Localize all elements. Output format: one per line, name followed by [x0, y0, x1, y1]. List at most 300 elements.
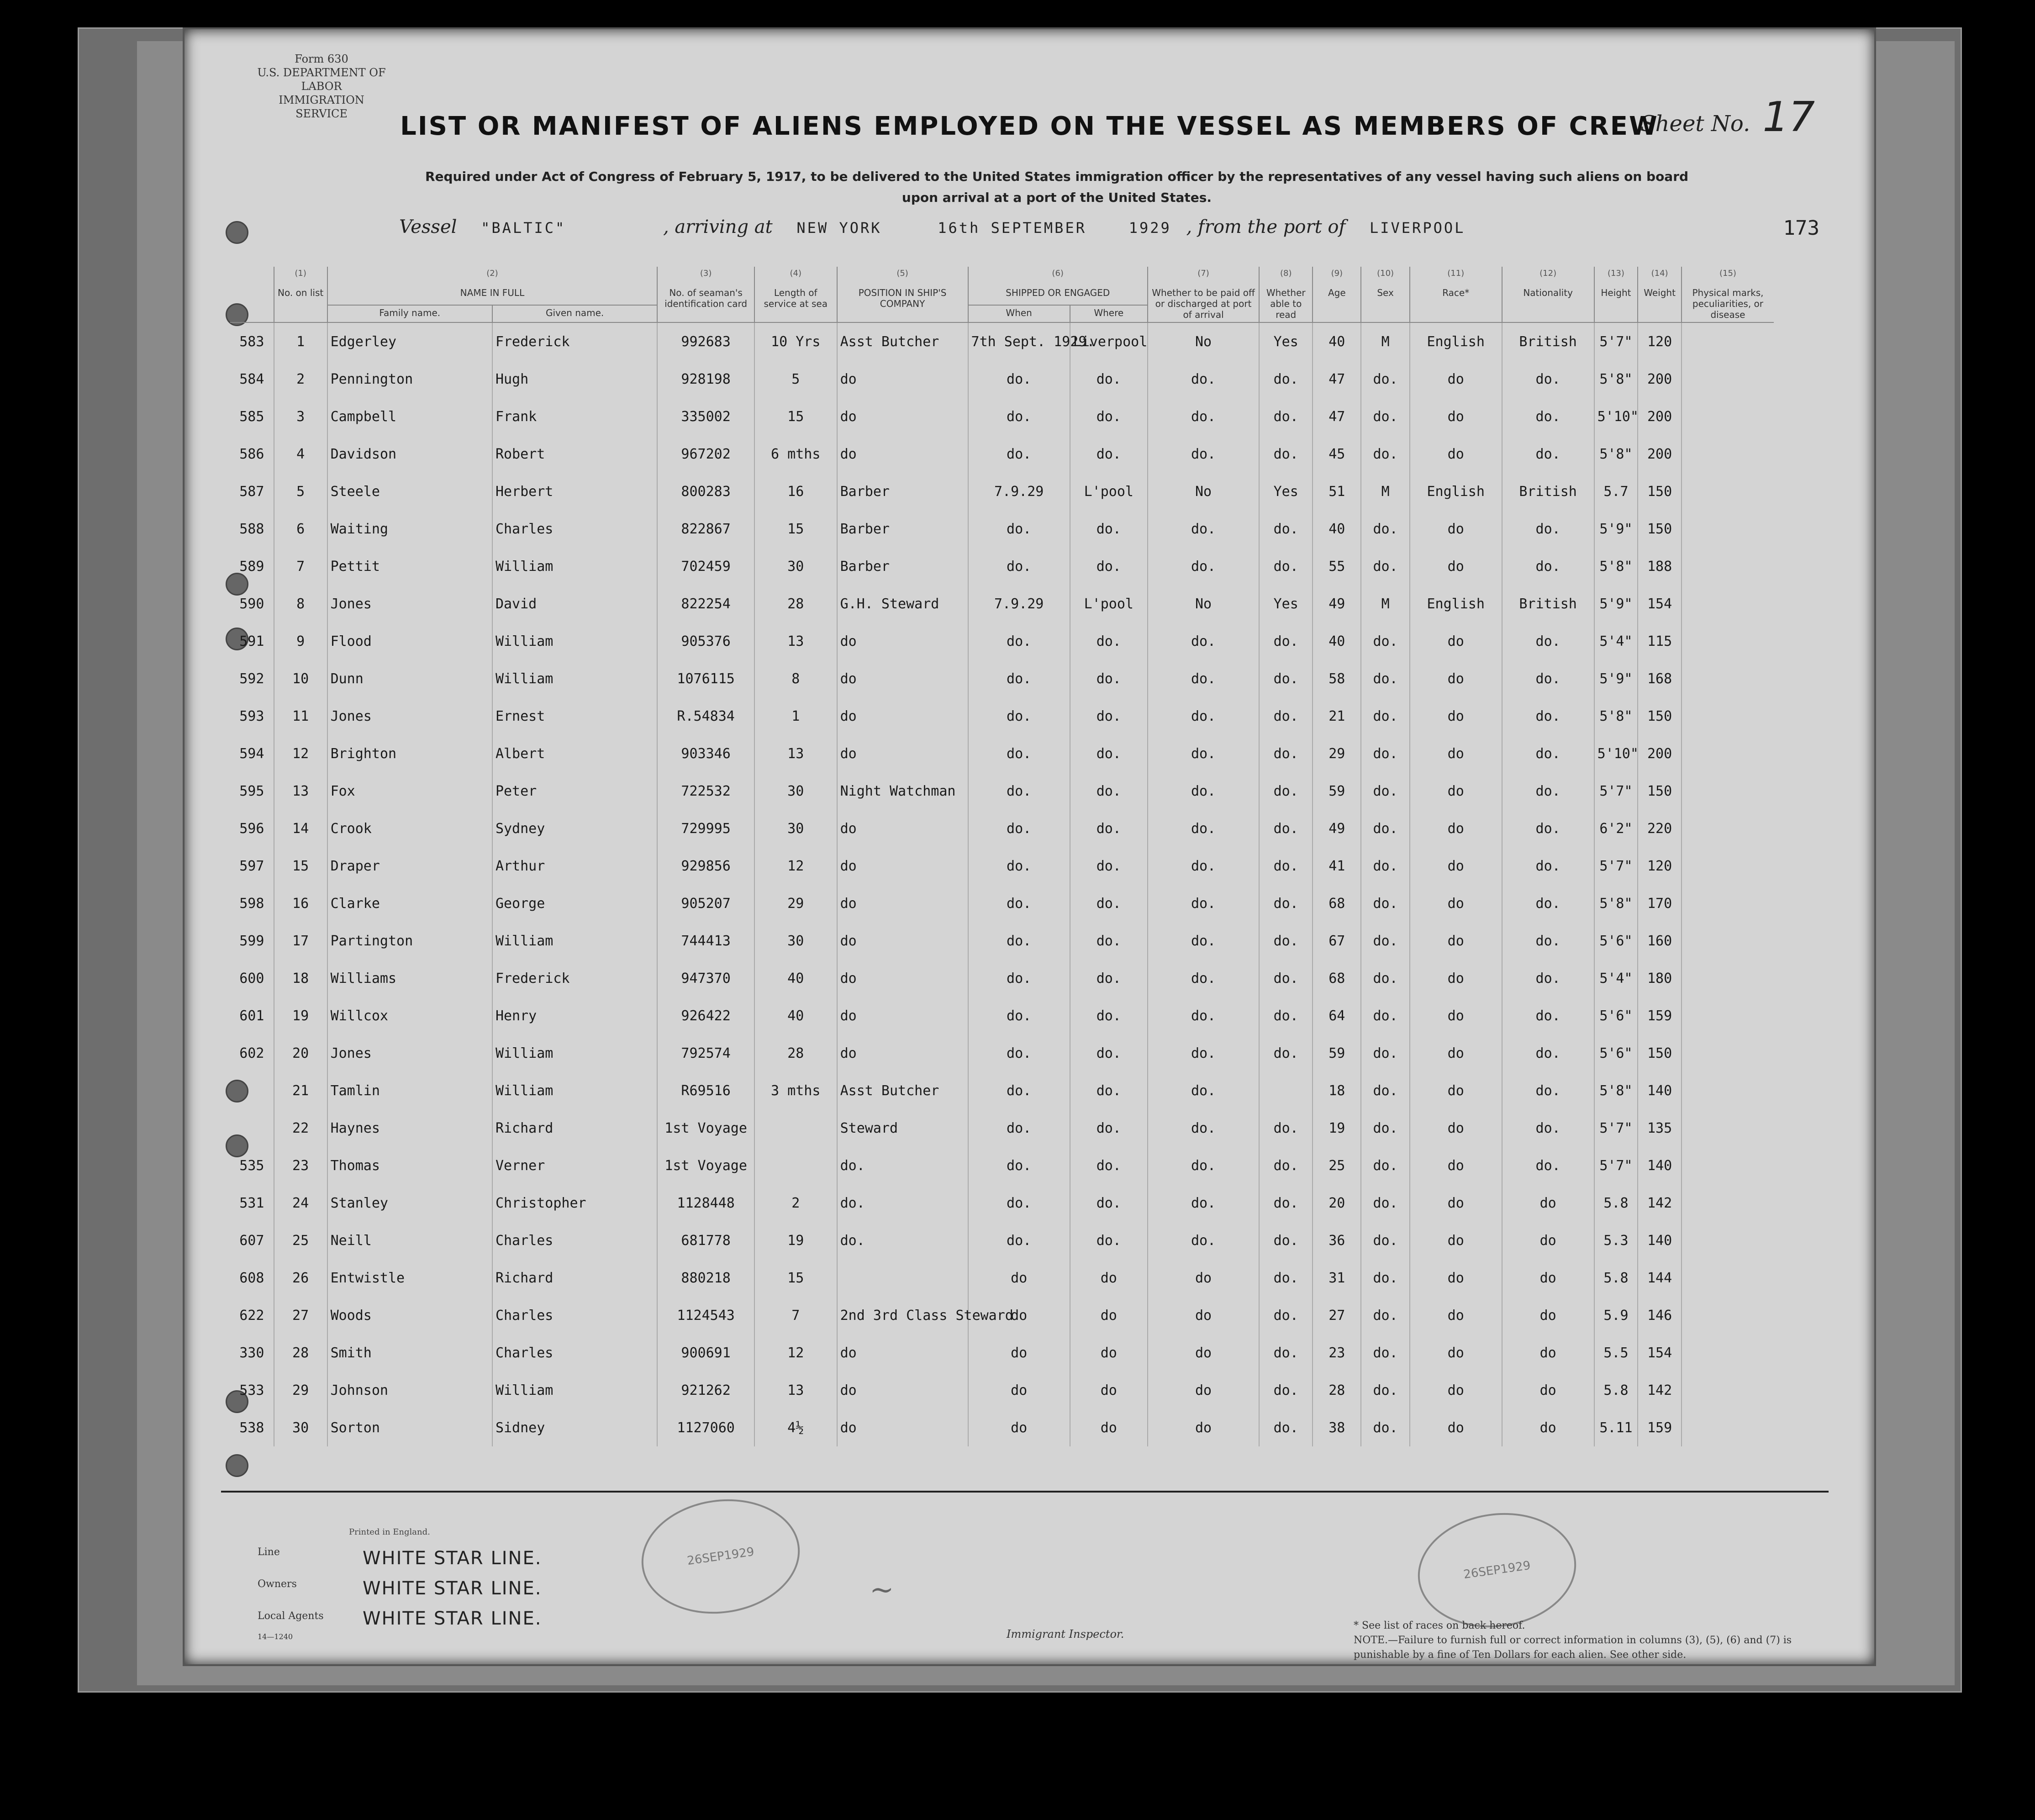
line-stamp: WHITE STAR LINE. [363, 1548, 542, 1569]
id-card-number-cell: 928198 [657, 360, 754, 398]
ref-number-cell: 535 [239, 1157, 264, 1174]
age-cell: 29 [1313, 735, 1361, 772]
id-card-number-cell: 335002 [657, 398, 754, 435]
able-to-read-cell: do. [1259, 1109, 1313, 1147]
sex-cell: do. [1361, 1147, 1409, 1184]
shipped-when-cell: do. [968, 847, 1070, 885]
sex-cell: do. [1361, 735, 1409, 772]
age-cell: 68 [1313, 960, 1361, 997]
table-row [230, 1109, 1774, 1147]
paid-off-cell: do. [1148, 885, 1259, 922]
date-stamp-2: 26SEP1929 [1410, 1503, 1583, 1637]
able-to-read-cell: do. [1259, 510, 1313, 548]
table-row [230, 1034, 1774, 1072]
sex-cell: do. [1361, 510, 1409, 548]
weight-cell: 146 [1638, 1297, 1682, 1334]
height-cell: 5'9" [1594, 510, 1638, 548]
id-card-number-cell: 900691 [657, 1334, 754, 1372]
table-row [230, 510, 1774, 548]
sex-cell: do. [1361, 885, 1409, 922]
weight-cell: 200 [1638, 360, 1682, 398]
nationality-cell: do. [1502, 847, 1594, 885]
id-card-number-cell: 905376 [657, 622, 754, 660]
ref-number-cell: 608 [239, 1270, 264, 1286]
ship-position-cell: do. [837, 1222, 968, 1259]
nationality-cell: do. [1502, 435, 1594, 473]
vessel-label: Vessel [399, 216, 457, 237]
length-of-service-cell: 13 [754, 622, 837, 660]
given-name-cell: Arthur [492, 847, 657, 885]
id-card-number-cell: 822254 [657, 585, 754, 622]
list-number-cell: 22 [274, 1109, 327, 1147]
id-card-number-cell: 1128448 [657, 1184, 754, 1222]
given-name-cell: David [492, 585, 657, 622]
given-name-cell: George [492, 885, 657, 922]
sex-cell: do. [1361, 1034, 1409, 1072]
nationality-cell: do. [1502, 772, 1594, 810]
ref-number-cell: 594 [239, 745, 264, 762]
weight-cell: 150 [1638, 697, 1682, 735]
ref-number-cell [230, 1109, 274, 1147]
shipped-where-cell: do. [1070, 810, 1148, 847]
length-of-service-cell: 19 [754, 1222, 837, 1259]
shipped-where-cell: do [1070, 1372, 1148, 1409]
length-of-service-cell [754, 1109, 837, 1147]
shipped-when-cell: do. [968, 1072, 1070, 1109]
table-row [230, 735, 1774, 772]
given-name-cell: Richard [492, 1109, 657, 1147]
list-number-cell: 25 [274, 1222, 327, 1259]
height-cell: 5'7" [1594, 322, 1638, 360]
weight-cell: 142 [1638, 1184, 1682, 1222]
paid-off-cell: do. [1148, 697, 1259, 735]
age-cell: 27 [1313, 1297, 1361, 1334]
family-name-cell: Johnson [327, 1372, 492, 1409]
id-card-number-cell: 947370 [657, 960, 754, 997]
sex-cell: do. [1361, 960, 1409, 997]
shipped-where-cell: do [1070, 1334, 1148, 1372]
shipped-where-cell: do. [1070, 1222, 1148, 1259]
race-cell: do [1410, 1297, 1502, 1334]
nationality-cell: do [1502, 1409, 1594, 1446]
able-to-read-cell: do. [1259, 847, 1313, 885]
age-cell: 47 [1313, 360, 1361, 398]
able-to-read-cell: do. [1259, 772, 1313, 810]
height-cell: 5'8" [1594, 435, 1638, 473]
ref-number-cell: 600 [239, 970, 264, 986]
able-to-read-cell: do. [1259, 435, 1313, 473]
ship-position-cell: do [837, 360, 968, 398]
race-cell: do [1410, 697, 1502, 735]
sex-cell: M [1361, 473, 1409, 510]
physical-marks-cell [1682, 622, 1774, 660]
family-name-cell: Jones [327, 585, 492, 622]
id-card-number-cell: 1st Voyage [657, 1147, 754, 1184]
shipped-where-cell: do. [1070, 847, 1148, 885]
table-row [230, 1334, 1774, 1372]
page-number: 173 [1783, 216, 1819, 240]
nationality-cell: do. [1502, 510, 1594, 548]
paid-off-cell: do. [1148, 772, 1259, 810]
given-name-cell: Sydney [492, 810, 657, 847]
ref-number-cell: 590 [239, 596, 264, 612]
height-cell: 5'7" [1594, 1109, 1638, 1147]
able-to-read-cell: do. [1259, 960, 1313, 997]
length-of-service-cell: 30 [754, 548, 837, 585]
age-cell: 18 [1313, 1072, 1361, 1109]
col-sex-header: (10) Sex [1361, 267, 1409, 322]
race-cell: do [1410, 1109, 1502, 1147]
shipped-when-cell: do. [968, 772, 1070, 810]
height-cell: 5'6" [1594, 922, 1638, 960]
able-to-read-cell: do. [1259, 1297, 1313, 1334]
given-name-cell: Verner [492, 1147, 657, 1184]
length-of-service-cell: 5 [754, 360, 837, 398]
paid-off-cell: No [1148, 473, 1259, 510]
race-cell: do [1410, 997, 1502, 1034]
race-cell: do [1410, 360, 1502, 398]
nationality-cell: do. [1502, 548, 1594, 585]
bottom-rule [221, 1491, 1829, 1493]
height-cell: 5'8" [1594, 1072, 1638, 1109]
paid-off-cell: do. [1148, 735, 1259, 772]
height-cell: 5.7 [1594, 473, 1638, 510]
col-read-header: (8) Whether able to read [1259, 267, 1313, 322]
weight-cell: 170 [1638, 885, 1682, 922]
form-number: Form 630 [295, 53, 348, 65]
able-to-read-cell: do. [1259, 697, 1313, 735]
list-number-cell: 17 [274, 922, 327, 960]
sex-cell: do. [1361, 1409, 1409, 1446]
length-of-service-cell: 30 [754, 922, 837, 960]
age-cell: 51 [1313, 473, 1361, 510]
age-cell: 40 [1313, 322, 1361, 360]
shipped-where-cell: do [1070, 1297, 1148, 1334]
ship-position-cell: Night Watchman [837, 772, 968, 810]
family-name-cell: Flood [327, 622, 492, 660]
shipped-when-cell: 7th Sept. 1929. [968, 322, 1070, 360]
physical-marks-cell [1682, 1184, 1774, 1222]
race-cell: do [1410, 810, 1502, 847]
shipped-where-cell: do. [1070, 1147, 1148, 1184]
ref-number-cell: 593 [239, 708, 264, 724]
height-cell: 5'8" [1594, 360, 1638, 398]
ref-number-cell: 598 [239, 895, 264, 912]
sex-cell: do. [1361, 772, 1409, 810]
arriving-port: NEW YORK [796, 219, 882, 237]
list-number-cell: 26 [274, 1259, 327, 1297]
nationality-cell: do. [1502, 360, 1594, 398]
weight-cell: 154 [1638, 585, 1682, 622]
manifest-page [183, 27, 1876, 1666]
ship-position-cell: G.H. Steward [837, 585, 968, 622]
weight-cell: 150 [1638, 772, 1682, 810]
table-row [230, 360, 1774, 398]
shipped-when-cell: do. [968, 398, 1070, 435]
weight-cell: 150 [1638, 510, 1682, 548]
id-card-number-cell: R.54834 [657, 697, 754, 735]
height-cell: 5'4" [1594, 960, 1638, 997]
age-cell: 64 [1313, 997, 1361, 1034]
family-name-cell: Clarke [327, 885, 492, 922]
sex-cell: do. [1361, 398, 1409, 435]
physical-marks-cell [1682, 585, 1774, 622]
able-to-read-cell: do. [1259, 1334, 1313, 1372]
table-row [230, 473, 1774, 510]
ref-number-cell: 586 [239, 446, 264, 462]
height-cell: 5.3 [1594, 1222, 1638, 1259]
able-to-read-cell: do. [1259, 885, 1313, 922]
weight-cell: 220 [1638, 810, 1682, 847]
given-name-cell: Charles [492, 1297, 657, 1334]
age-cell: 55 [1313, 548, 1361, 585]
agents-code: 14—1240 [258, 1632, 293, 1641]
ref-number-cell: 601 [239, 1008, 264, 1024]
given-name-cell: Ernest [492, 697, 657, 735]
family-name-cell: Partington [327, 922, 492, 960]
able-to-read-cell: Yes [1259, 585, 1313, 622]
ref-number-cell: 596 [239, 820, 264, 837]
sex-cell: do. [1361, 847, 1409, 885]
physical-marks-cell [1682, 398, 1774, 435]
physical-marks-cell [1682, 1222, 1774, 1259]
able-to-read-cell: do. [1259, 1259, 1313, 1297]
given-name-cell: Sidney [492, 1409, 657, 1446]
table-row [230, 585, 1774, 622]
name-group-header: (2) NAME IN FULL [327, 267, 658, 305]
length-of-service-cell: 10 Yrs [754, 322, 837, 360]
physical-marks-cell [1682, 847, 1774, 885]
given-name-cell: Richard [492, 1259, 657, 1297]
given-name-cell: Robert [492, 435, 657, 473]
shipped-where-cell: do. [1070, 1072, 1148, 1109]
able-to-read-cell: do. [1259, 922, 1313, 960]
age-cell: 31 [1313, 1259, 1361, 1297]
sex-cell: do. [1361, 1072, 1409, 1109]
table-row [230, 960, 1774, 997]
family-name-cell: Davidson [327, 435, 492, 473]
family-name-cell: Entwistle [327, 1259, 492, 1297]
sheet-number-value: 17 [1762, 93, 1815, 141]
shipped-when-cell: 7.9.29 [968, 473, 1070, 510]
age-cell: 49 [1313, 585, 1361, 622]
paid-off-cell: do. [1148, 960, 1259, 997]
id-card-number-cell: 903346 [657, 735, 754, 772]
id-card-number-cell: 1076115 [657, 660, 754, 697]
owners-label: Owners [258, 1578, 297, 1590]
weight-cell: 120 [1638, 322, 1682, 360]
shipped-where-cell: do. [1070, 622, 1148, 660]
race-cell: English [1410, 585, 1502, 622]
sex-cell: do. [1361, 1259, 1409, 1297]
nationality-cell: do [1502, 1184, 1594, 1222]
physical-marks-cell [1682, 1147, 1774, 1184]
race-cell: do [1410, 548, 1502, 585]
ship-position-cell: do [837, 885, 968, 922]
id-card-number-cell: 744413 [657, 922, 754, 960]
nationality-cell: do [1502, 1334, 1594, 1372]
col-race-header: (11) Race* [1410, 267, 1502, 322]
race-cell: do [1410, 960, 1502, 997]
race-cell: do [1410, 1147, 1502, 1184]
ship-position-cell: do [837, 922, 968, 960]
ref-number-cell: 602 [239, 1045, 264, 1061]
page-title: LIST OR MANIFEST OF ALIENS EMPLOYED ON THE VESSEL AS MEMBERS OF CREW [400, 111, 1659, 141]
given-name-cell: Frederick [492, 322, 657, 360]
table-row [230, 622, 1774, 660]
family-name-cell: Jones [327, 1034, 492, 1072]
footer-labels [258, 1536, 324, 1641]
physical-marks-cell [1682, 1259, 1774, 1297]
nationality-cell: do. [1502, 1147, 1594, 1184]
family-name-cell: Thomas [327, 1147, 492, 1184]
physical-marks-cell [1682, 1409, 1774, 1446]
given-name-cell: Henry [492, 997, 657, 1034]
shipped-when-cell: do. [968, 360, 1070, 398]
shipped-where-cell: do. [1070, 922, 1148, 960]
nationality-cell: do. [1502, 622, 1594, 660]
shipped-when-cell: do. [968, 660, 1070, 697]
paid-off-cell: do [1148, 1297, 1259, 1334]
sex-cell: do. [1361, 660, 1409, 697]
shipped-where-cell: do. [1070, 697, 1148, 735]
physical-marks-cell [1682, 1072, 1774, 1109]
id-card-number-cell: 967202 [657, 435, 754, 473]
paid-off-cell: do. [1148, 660, 1259, 697]
age-cell: 28 [1313, 1372, 1361, 1409]
table-row [230, 1409, 1774, 1446]
list-number-cell: 20 [274, 1034, 327, 1072]
list-number-cell: 2 [274, 360, 327, 398]
family-name-cell: Pettit [327, 548, 492, 585]
shipped-where-cell: do [1070, 1409, 1148, 1446]
shipped-when-cell: do. [968, 1222, 1070, 1259]
weight-cell: 200 [1638, 435, 1682, 473]
ship-position-cell [837, 1259, 968, 1297]
given-name-cell: William [492, 622, 657, 660]
family-name-cell: Brighton [327, 735, 492, 772]
height-cell: 5'6" [1594, 1034, 1638, 1072]
family-name-cell: Tamlin [327, 1072, 492, 1109]
weight-cell: 180 [1638, 960, 1682, 997]
family-name-cell: Edgerley [327, 322, 492, 360]
paid-off-cell: do. [1148, 435, 1259, 473]
ship-position-cell: Barber [837, 548, 968, 585]
age-cell: 49 [1313, 810, 1361, 847]
list-number-cell: 7 [274, 548, 327, 585]
length-of-service-cell: 15 [754, 398, 837, 435]
age-cell: 59 [1313, 772, 1361, 810]
shipped-where-cell: do. [1070, 435, 1148, 473]
shipped-when-cell: do. [968, 735, 1070, 772]
page-subtitle: Required under Act of Congress of February 5, 1917, to be delivered to the United States immigration officer by the representatives of any vessel having such aliens on board upon arrival at a port of the United States. [425, 169, 1689, 205]
col-age-header: (9) Age [1313, 267, 1361, 322]
able-to-read-cell: do. [1259, 1409, 1313, 1446]
ship-position-cell: do. [837, 1147, 968, 1184]
race-cell: do [1410, 1334, 1502, 1372]
id-card-number-cell: 822867 [657, 510, 754, 548]
paid-off-cell: do. [1148, 398, 1259, 435]
race-cell: do [1410, 1372, 1502, 1409]
id-card-number-cell: 702459 [657, 548, 754, 585]
shipped-when-cell: do. [968, 885, 1070, 922]
shipped-where-cell: do. [1070, 360, 1148, 398]
ship-position-cell: do [837, 810, 968, 847]
physical-marks-cell [1682, 997, 1774, 1034]
race-cell: do [1410, 435, 1502, 473]
table-row [230, 660, 1774, 697]
age-cell: 23 [1313, 1334, 1361, 1372]
able-to-read-cell: do. [1259, 997, 1313, 1034]
sex-cell: M [1361, 585, 1409, 622]
length-of-service-cell: 8 [754, 660, 837, 697]
table-row [230, 697, 1774, 735]
family-name-cell: Stanley [327, 1184, 492, 1222]
sex-cell: do. [1361, 997, 1409, 1034]
id-card-number-cell: 792574 [657, 1034, 754, 1072]
race-cell: do [1410, 510, 1502, 548]
nationality-cell: do [1502, 1297, 1594, 1334]
sex-cell: do. [1361, 435, 1409, 473]
ref-number-cell: 622 [239, 1307, 264, 1324]
nationality-cell: British [1502, 322, 1594, 360]
list-number-cell: 12 [274, 735, 327, 772]
height-cell: 5.11 [1594, 1409, 1638, 1446]
list-number-cell: 14 [274, 810, 327, 847]
from-port: LIVERPOOL [1369, 219, 1466, 237]
shipped-where-cell: do. [1070, 735, 1148, 772]
race-cell: do [1410, 398, 1502, 435]
shipped-where-cell: do. [1070, 660, 1148, 697]
ship-position-cell: do [837, 1034, 968, 1072]
family-name-cell: Woods [327, 1297, 492, 1334]
list-number-cell: 21 [274, 1072, 327, 1109]
table-row [230, 885, 1774, 922]
able-to-read-cell [1259, 1072, 1313, 1109]
length-of-service-cell: 6 mths [754, 435, 837, 473]
length-of-service-cell: 16 [754, 473, 837, 510]
shipped-when-cell: do. [968, 622, 1070, 660]
sex-cell: do. [1361, 1222, 1409, 1259]
height-cell: 5'6" [1594, 997, 1638, 1034]
height-cell: 5'7" [1594, 1147, 1638, 1184]
ref-number-cell [230, 1072, 274, 1109]
table-row [230, 1222, 1774, 1259]
physical-marks-cell [1682, 960, 1774, 997]
physical-marks-cell [1682, 1372, 1774, 1409]
col-when-header: When [968, 305, 1070, 322]
table-row [230, 1297, 1774, 1334]
family-name-cell: Waiting [327, 510, 492, 548]
nationality-cell: do. [1502, 735, 1594, 772]
id-card-number-cell: 722532 [657, 772, 754, 810]
paid-off-cell: do [1148, 1259, 1259, 1297]
weight-cell: 159 [1638, 997, 1682, 1034]
from-label: , from the port of [1186, 216, 1346, 237]
fine-note: NOTE.—Failure to furnish full or correct information in columns (3), (5), (6) and (7) is punishable by a fine of Ten Dollars for each alien. See other side. [1354, 1635, 1792, 1661]
height-cell: 5.5 [1594, 1334, 1638, 1372]
ref-number-cell: 597 [239, 858, 264, 874]
ship-position-cell: Barber [837, 510, 968, 548]
ship-position-cell: do [837, 435, 968, 473]
weight-cell: 140 [1638, 1222, 1682, 1259]
length-of-service-cell: 12 [754, 847, 837, 885]
shipped-when-cell: do. [968, 435, 1070, 473]
ref-number-cell: 588 [239, 521, 264, 537]
ref-number-cell: 607 [239, 1232, 264, 1249]
age-cell: 36 [1313, 1222, 1361, 1259]
shipped-when-cell: do. [968, 510, 1070, 548]
